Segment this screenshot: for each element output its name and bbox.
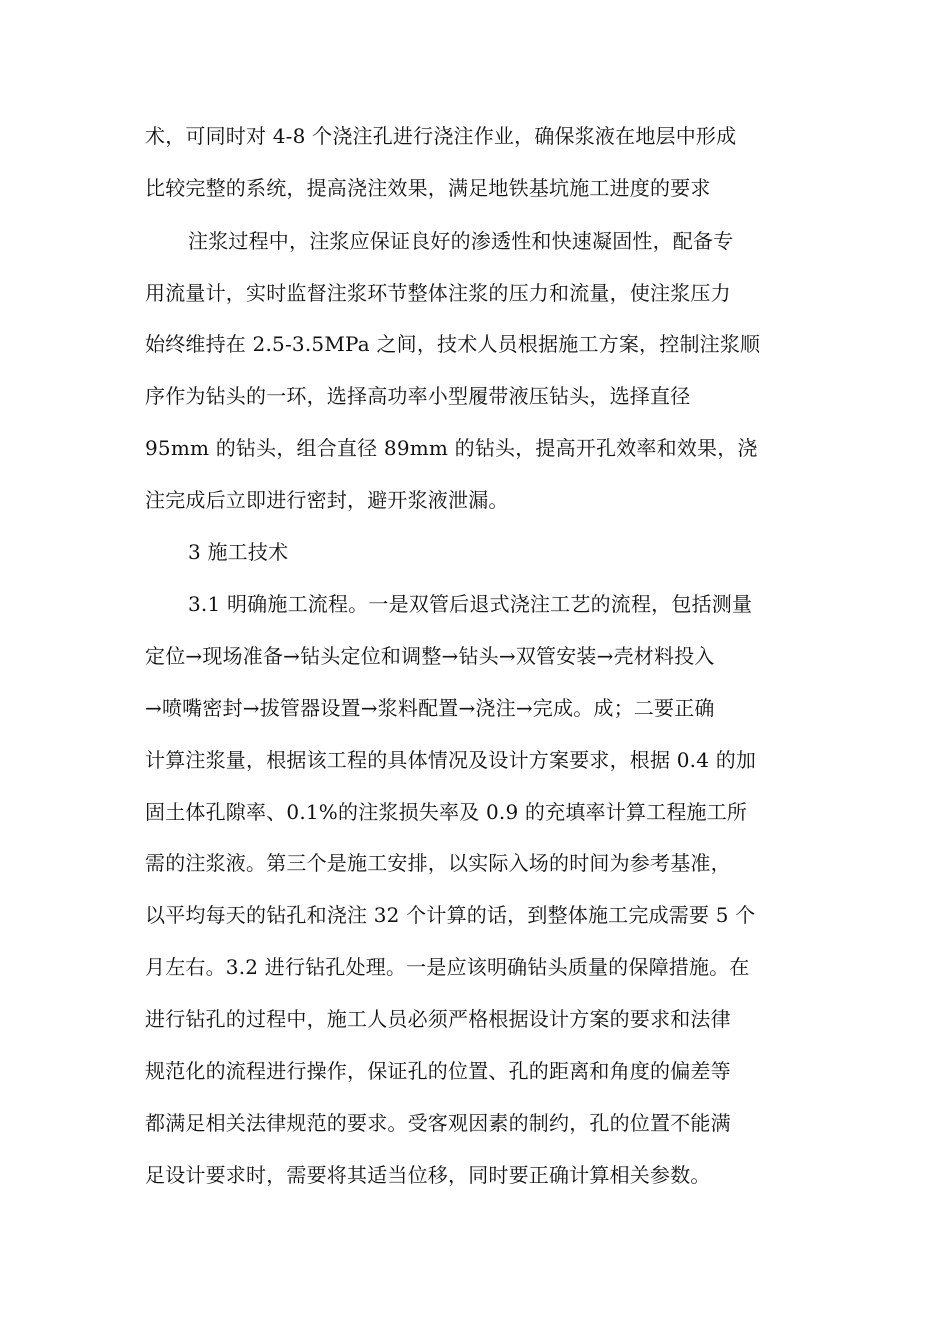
text-line: 比较完整的系统，提高浇注效果，满足地铁基坑施工进度的要求 [145, 176, 711, 200]
text-line: 序作为钻头的一环，选择高功率小型履带液压钻头，选择直径 [145, 384, 691, 408]
text-line: 以平均每天的钻孔和浇注 32 个计算的话，到整体施工完成需要 5 个 [145, 903, 756, 927]
paragraph-start-line: 注浆过程中，注浆应保证良好的渗透性和快速凝固性，配备专 [188, 229, 734, 253]
text-line: 需的注浆液。第三个是施工安排，以实际入场的时间为参考基准， [145, 851, 731, 875]
text-line: 月左右。3.2 进行钻孔处理。一是应该明确钻头质量的保障措施。在 [145, 955, 750, 979]
text-line: 都满足相关法律规范的要求。受客观因素的制约，孔的位置不能满 [145, 1111, 731, 1135]
text-line: 足设计要求时，需要将其适当位移，同时要正确计算相关参数。 [145, 1163, 711, 1187]
text-line: 规范化的流程进行操作，保证孔的位置、孔的距离和角度的偏差等 [145, 1059, 731, 1083]
text-line: 术，可同时对 4-8 个浇注孔进行浇注作业，确保浆液在地层中形成 [145, 124, 737, 148]
section-heading: 3 施工技术 [188, 540, 289, 564]
text-line: 95mm 的钻头，组合直径 89mm 的钻头，提高开孔效率和效果，浇 [145, 436, 758, 460]
text-line: 定位→现场准备→钻头定位和调整→钻头→双管安装→壳材料投入 [145, 644, 715, 668]
text-line: 注完成后立即进行密封，避开浆液泄漏。 [145, 488, 509, 512]
text-line: →喷嘴密封→拔管器设置→浆料配置→浇注→完成。成；二要正确 [145, 696, 715, 720]
paragraph-start-line: 3.1 明确施工流程。一是双管后退式浇注工艺的流程，包括测量 [188, 592, 753, 616]
text-line: 进行钻孔的过程中，施工人员必须严格根据设计方案的要求和法律 [145, 1007, 731, 1031]
text-line: 固土体孔隙率、0.1%的注浆损失率及 0.9 的充填率计算工程施工所 [145, 800, 748, 824]
text-line: 始终维持在 2.5-3.5MPa 之间，技术人员根据施工方案，控制注浆顺 [145, 332, 761, 356]
text-line: 用流量计，实时监督注浆环节整体注浆的压力和流量，使注浆压力 [145, 281, 731, 305]
text-line: 计算注浆量，根据该工程的具体情况及设计方案要求，根据 0.4 的加 [145, 748, 757, 772]
